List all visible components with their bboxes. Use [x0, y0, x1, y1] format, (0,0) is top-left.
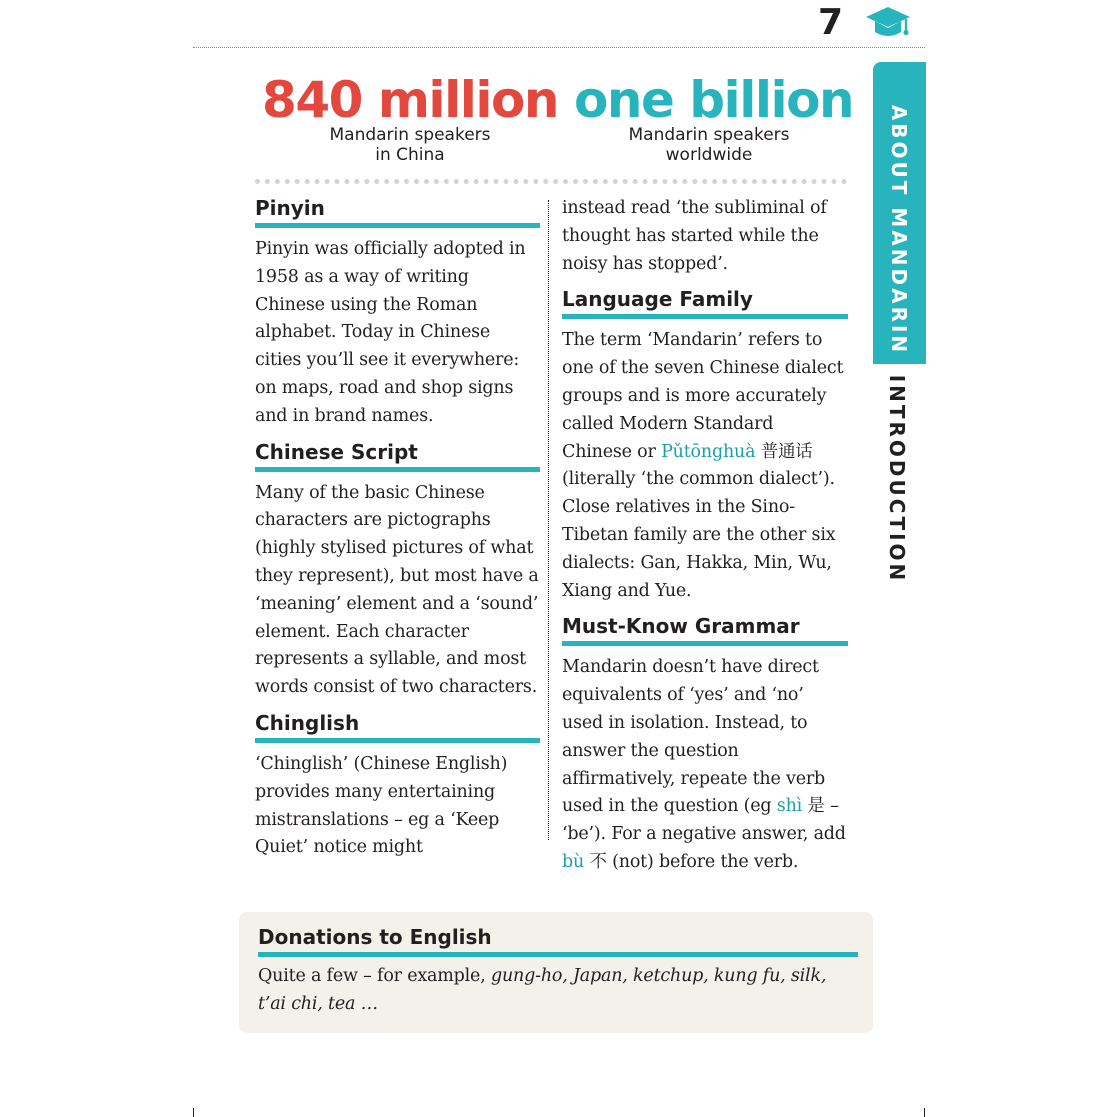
hanzi-term: 是	[807, 796, 825, 817]
graduation-cap-icon	[864, 4, 912, 42]
examples-list: gung-ho, Japan, ketchup, kung fu, silk, t’ai chi, tea …	[258, 966, 827, 1014]
text-part: Quite a few – for example,	[258, 966, 486, 986]
left-column	[255, 195, 540, 870]
column-divider	[548, 200, 549, 840]
heading-donations: Donations to English	[258, 924, 858, 957]
page-number: 7	[818, 2, 844, 43]
pinyin-term: bù	[562, 851, 585, 872]
stat-china	[262, 72, 558, 165]
pinyin-term: Pǔtōnghuà	[661, 441, 756, 462]
heading-chinglish: Chinglish	[255, 710, 540, 743]
hanzi-term: 不	[589, 851, 607, 872]
stat-value: one billion	[574, 71, 854, 129]
stat-caption-line2: in China	[375, 145, 445, 165]
stat-caption-line2: worldwide	[665, 145, 753, 165]
text-chinese-script: Many of the basic Chinese characters are pictographs (highly stylised pictures of what they represent), but most have a ‘meaning’ element and a ‘sound’ element. Each character represents a syllable, and most words consist of two characters.	[255, 482, 539, 698]
donations-box	[239, 912, 873, 1033]
text-donations	[258, 963, 858, 1019]
text-grammar	[562, 654, 848, 876]
heading-chinese-script: Chinese Script	[255, 439, 540, 472]
heading-language-family: Language Family	[562, 286, 848, 319]
header-rule	[193, 47, 925, 48]
tab-label-introduction: INTRODUCTION	[885, 374, 909, 584]
pinyin-term: shì	[776, 796, 803, 817]
crop-mark	[193, 1108, 194, 1117]
tab-label-about-mandarin: ABOUT MANDARIN	[887, 104, 911, 356]
text-chinglish-continued: instead read ‘the subliminal of thought has started while the noisy has stopped’.	[562, 198, 827, 274]
heading-pinyin: Pinyin	[255, 195, 540, 228]
stats-divider	[255, 179, 847, 184]
text-pinyin: Pinyin was officially adopted in 1958 as a way of writing Chinese using the Roman alphabet. Today in Chinese cities you’ll see it everywhere: on maps, road and shop signs and in brand names.	[255, 239, 526, 426]
text-part: Mandarin doesn’t have direct equivalents of ‘yes’ and ‘no’ used in isolation. Instead, to answer the question affirmatively, repeate the verb used in the question (eg	[562, 657, 826, 817]
stat-caption-line1: Mandarin speakers	[628, 125, 790, 145]
text-part: (not) before the verb.	[612, 851, 799, 872]
stat-caption-line1: Mandarin speakers	[329, 125, 491, 145]
stat-worldwide	[574, 71, 854, 165]
crop-mark	[924, 1108, 925, 1117]
text-part: – ‘be’). For a negative answer, add	[562, 796, 846, 845]
text-part: The term ‘Mandarin’ refers to one of the seven Chinese dialect groups and is more accurately called Modern Standard Chinese or	[562, 330, 844, 462]
right-column	[562, 195, 848, 885]
text-part: (literally ‘the common dialect’). Close relatives in the Sino-Tibetan family are the other six dialects: Gan, Hakka, Min, Wu, Xiang and Yue.	[562, 469, 836, 601]
text-chinglish: ‘Chinglish’ (Chinese English) provides many entertaining mistranslations – eg a ‘Keep Quiet’ notice might	[255, 753, 508, 858]
hanzi-term: 普通话	[760, 441, 813, 462]
stat-value: 840 million	[262, 71, 558, 129]
text-language-family	[562, 327, 848, 605]
heading-grammar: Must-Know Grammar	[562, 613, 848, 646]
